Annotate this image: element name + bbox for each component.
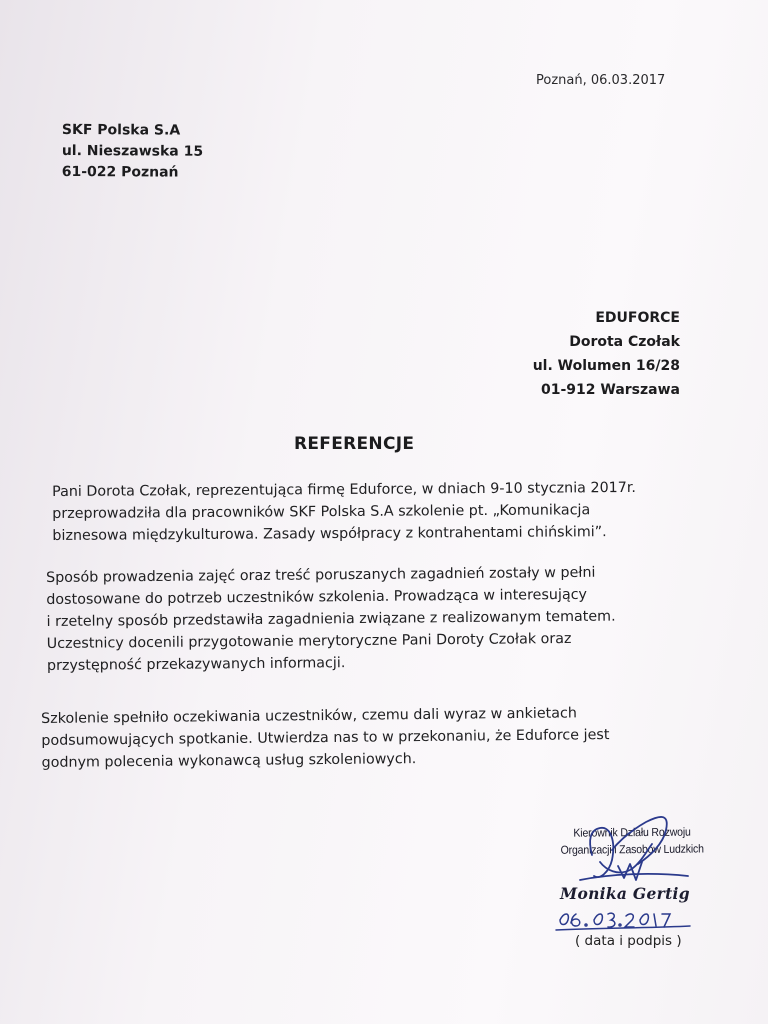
paragraph-line: Szkolenie spełniło oczekiwania uczestników, czemu dali wyraz w ankietach	[41, 705, 577, 727]
paragraph-line: podsumowujących spotkanie. Utwierdza nas to w przekonaniu, że Eduforce jest	[41, 727, 610, 749]
sender-street: ul. Nieszawska 15	[61, 142, 204, 160]
sender-city: 61-022 Poznań	[61, 163, 179, 181]
sender-address	[62, 120, 204, 184]
recipient-street: ul. Wolumen 16/28	[532, 358, 680, 374]
paragraph-line: przeprowadziła dla pracowników SKF Polska S.A szkolenie pt. „Komunikacja	[52, 502, 591, 522]
paragraph-line: Sposób prowadzenia zajęć oraz treść poruszanych zagadnień zostały w pełni	[46, 564, 596, 586]
stamp-name: Monika Gertig	[560, 884, 690, 903]
sender-company: SKF Polska S.A	[61, 121, 181, 139]
paragraph-3	[41, 702, 610, 774]
signature-block	[520, 800, 740, 960]
recipient-city: 01-912 Warszawa	[541, 382, 680, 398]
paragraph-line: Pani Dorota Czołak, reprezentująca firmę Eduforce, w dniach 9-10 stycznia 2017r.	[52, 479, 637, 500]
paragraph-line: i rzetelny sposób przedstawiła zagadnienia związane z realizowanym tematem.	[46, 608, 616, 630]
recipient-person: Dorota Czołak	[569, 334, 680, 350]
recipient-company: EDUFORCE	[595, 310, 680, 326]
signature-caption: ( data i podpis )	[575, 933, 682, 949]
recipient-address	[533, 306, 680, 402]
signature-ink	[580, 817, 688, 880]
handwritten-signature	[520, 800, 740, 935]
paragraph-2	[46, 562, 616, 677]
stamp-department-line: Organizacji i Zasobów Ludzkich	[560, 843, 704, 857]
paragraph-line: Uczestnicy docenili przygotowanie merytoryczne Pani Doroty Czołak oraz	[46, 630, 572, 652]
paragraph-line: godnym polecenia wykonawcą usług szkoleniowych.	[41, 751, 417, 771]
handwritten-date-ink	[556, 913, 690, 930]
paragraph-line: przystępność przekazywanych informacji.	[46, 655, 346, 674]
paragraph-line: dostosowane do potrzeb uczestników szkolenia. Prowadząca w interesujący	[46, 586, 588, 608]
paragraph-line: biznesowa międzykulturowa. Zasady współpracy z kontrahentami chińskimi”.	[52, 524, 607, 544]
letter-title: REFERENCJE	[294, 434, 415, 454]
letter-date: Poznań, 06.03.2017	[536, 73, 666, 88]
stamp-position-line: Kierownik Działu Rozwoju	[573, 826, 691, 840]
paragraph-1	[52, 477, 636, 547]
